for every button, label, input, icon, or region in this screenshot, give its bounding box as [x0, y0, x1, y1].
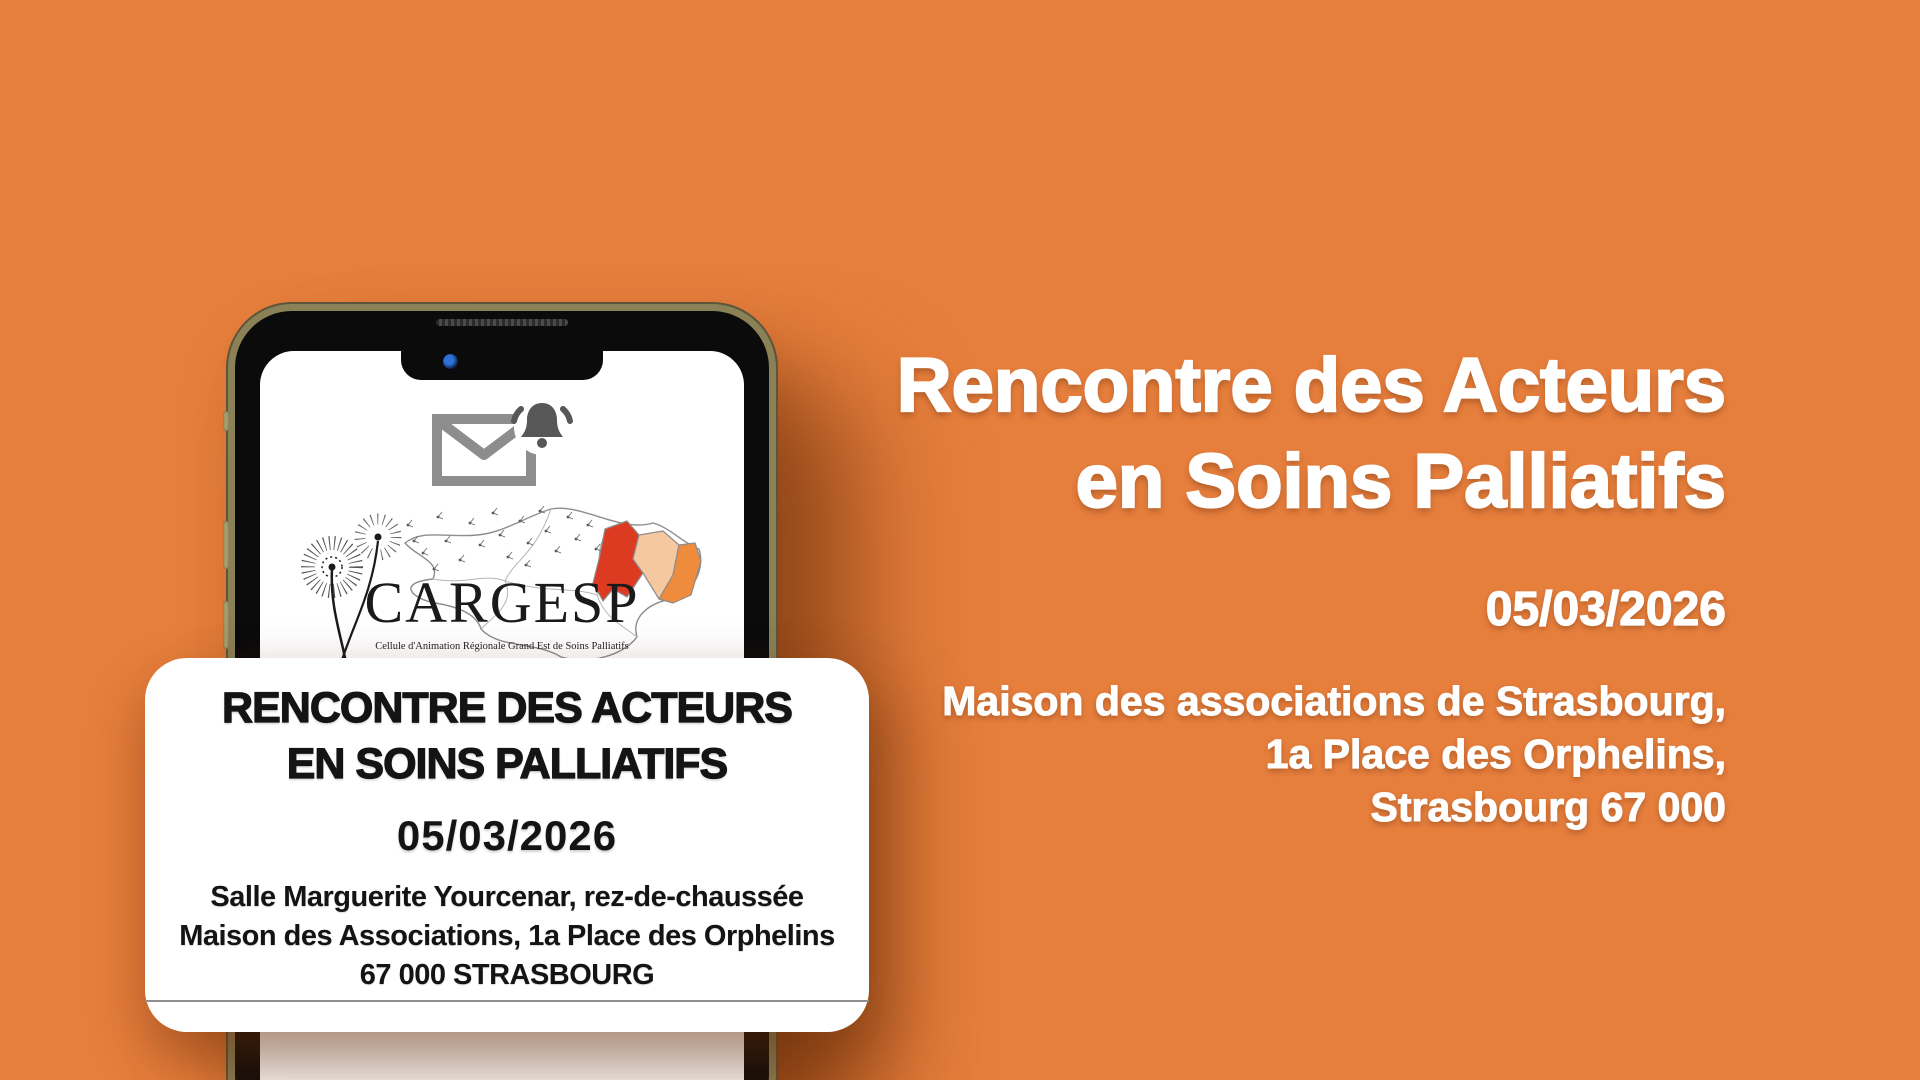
cargesp-logo: [260, 503, 744, 678]
event-title: [897, 338, 1726, 530]
event-address: [897, 675, 1726, 834]
brand-text: CARGESP: [364, 570, 640, 635]
event-address-line2: 1a Place des Orphelins,: [1265, 731, 1726, 777]
card-title-line1: RENCONTRE DES ACTEURS: [222, 684, 792, 732]
event-title-line2: en Soins Palliatifs: [1075, 439, 1726, 524]
card-title-line2: EN SOINS PALLIATIFS: [286, 740, 728, 788]
card-address-line1: Salle Marguerite Yourcenar, rez-de-chaussée: [210, 881, 804, 913]
card-separator: [145, 1000, 869, 1002]
bell-icon: [514, 399, 570, 455]
brand-tagline: Cellule d'Animation Régionale Grand Est de Soins Palliatifs: [375, 641, 629, 652]
notch: [401, 344, 603, 380]
front-camera: [443, 354, 458, 369]
event-title-line1: Rencontre des Acteurs: [896, 343, 1726, 428]
card-date: 05/03/2026: [396, 812, 618, 859]
event-address-line3: Strasbourg 67 000: [1370, 784, 1726, 830]
volume-down-button: [223, 601, 229, 649]
mail-notification-icon: [429, 397, 575, 489]
card-address: [145, 878, 869, 995]
notification-card: [145, 658, 869, 1032]
mute-switch: [223, 411, 229, 431]
speaker-grille: [436, 319, 568, 326]
event-address-line1: Maison des associations de Strasbourg,: [942, 678, 1726, 724]
event-details-panel: [897, 338, 1726, 834]
card-address-line2: Maison des Associations, 1a Place des Orphelins: [179, 920, 835, 952]
volume-up-button: [223, 521, 229, 569]
event-date: 05/03/2026: [1485, 583, 1726, 636]
card-title: [145, 680, 869, 792]
card-address-line3: 67 000 STRASBOURG: [359, 959, 655, 991]
